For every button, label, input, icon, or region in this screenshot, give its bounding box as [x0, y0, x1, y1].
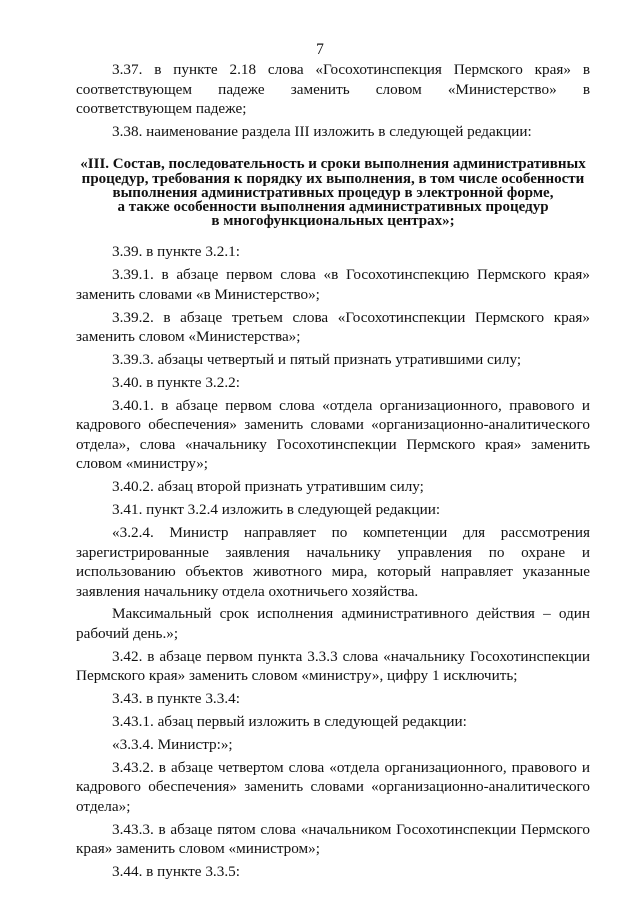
- paragraph-3-40-2: 3.40.2. абзац второй признать утратившим силу;: [112, 478, 424, 496]
- paragraph-3-44: 3.44. в пункте 3.3.5:: [112, 863, 240, 881]
- section-heading: [76, 157, 590, 228]
- paragraph-3-40: 3.40. в пункте 3.2.2:: [112, 373, 240, 391]
- paragraph-3-3-4-quote: «3.3.4. Министр:»;: [112, 735, 233, 753]
- paragraph-3-41: 3.41. пункт 3.2.4 изложить в следующей редакции:: [112, 501, 441, 519]
- paragraph-3-39: 3.39. в пункте 3.2.1:: [112, 243, 240, 261]
- paragraph-3-43: 3.43. в пункте 3.3.4:: [112, 690, 240, 708]
- paragraph-max-term: Максимальный срок исполнения административного действия – один рабочий день.»;: [76, 605, 590, 642]
- paragraph-3-39-2: 3.39.2. в абзаце третьем слова «Госохотинспекции Пермского края» заменить словом «Министерства»;: [76, 308, 590, 346]
- paragraph-3-43-1: 3.43.1. абзац первый изложить в следующей редакции:: [112, 713, 467, 731]
- heading-line: процедур, требования к порядку их выполнения, в том числе особенности: [81, 170, 585, 187]
- paragraph-3-40-1: 3.40.1. в абзаце первом слова «отдела организационного, правового и кадрового обеспечения» заменить словами «организационно-аналитического отдела», слова «начальнику Госохотинспекции Пермского края» заменить словом «министру»;: [76, 396, 590, 473]
- paragraph-3-38: 3.38. наименование раздела III изложить в следующей редакции:: [112, 122, 532, 140]
- heading-line: «III. Состав, последовательность и сроки выполнения административных: [80, 156, 586, 173]
- page-number: 7: [316, 41, 324, 58]
- document-body: [76, 60, 590, 885]
- heading-line: а также особенности выполнения административных процедур: [117, 199, 549, 215]
- heading-line: в многофункциональных центрах»;: [211, 213, 455, 230]
- paragraph-3-43-3: 3.43.3. в абзаце пятом слова «начальником Госохотинспекции Пермского края» заменить словом «министром»;: [76, 820, 590, 858]
- paragraph-3-37: 3.37. в пункте 2.18 слова «Госохотинспекция Пермского края» в соответствующем падеже заменить словом «Министерство» в соответствующем падеже;: [76, 61, 590, 117]
- paragraph-3-43-2: 3.43.2. в абзаце четвертом слова «отдела организационного, правового и кадрового обеспечения» заменить словами «организационно-аналитического отдела»;: [76, 758, 590, 815]
- paragraph-3-42: 3.42. в абзаце первом пункта 3.3.3 слова «начальнику Госохотинспекции Пермского края» заменить словом «министру», цифру 1 исключить;: [76, 647, 590, 685]
- paragraph-3-2-4-quote: «3.2.4. Министр направляет по компетенции для рассмотрения зарегистрированные заявления начальнику управления по охране и использованию объектов животного мира, который направляет указанные заявления начальнику отдела охотничьего хозяйства.: [76, 524, 590, 600]
- heading-line: выполнения административных процедур в электронной форме,: [112, 184, 554, 201]
- paragraph-3-39-1: 3.39.1. в абзаце первом слова «в Госохотинспекцию Пермского края» заменить словами «в Министерство»;: [76, 266, 590, 303]
- paragraph-3-39-3: 3.39.3. абзацы четвертый и пятый признать утратившими силу;: [112, 351, 522, 369]
